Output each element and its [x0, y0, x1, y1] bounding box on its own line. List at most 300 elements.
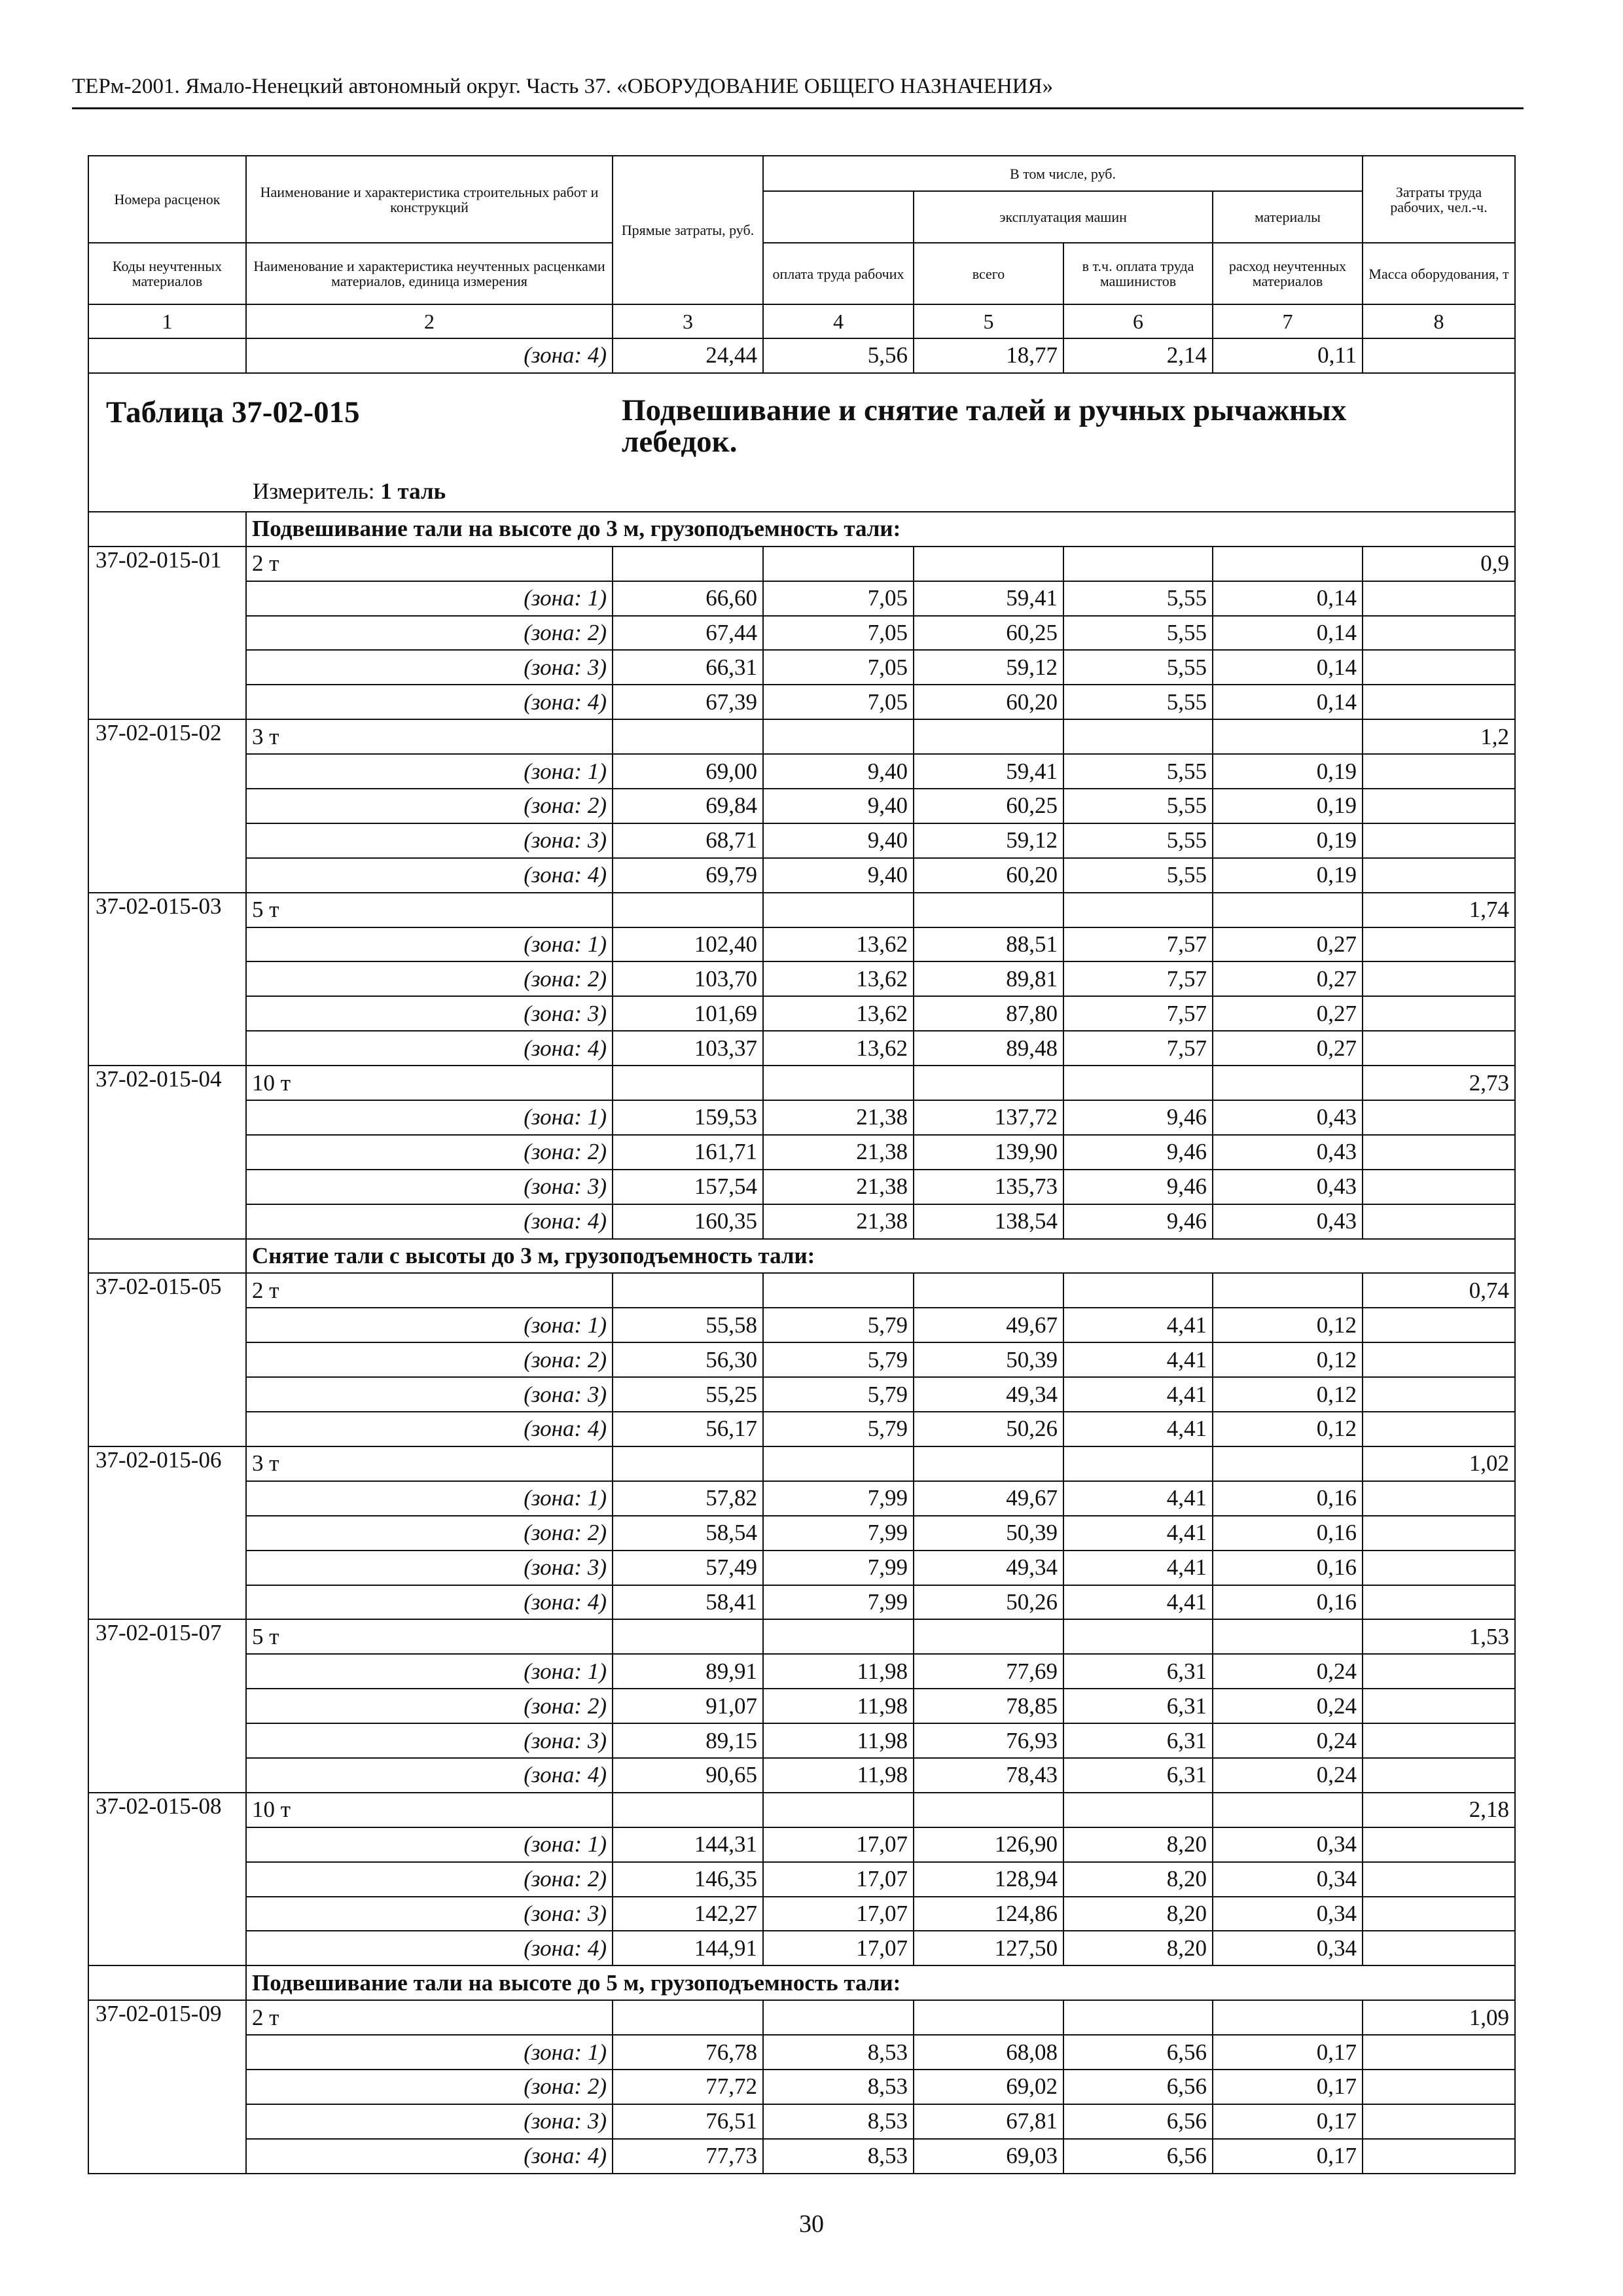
price-table	[88, 155, 1516, 2174]
machinist-wage: 6,31	[1063, 1723, 1213, 1758]
materials-cost: 0,43	[1213, 1170, 1363, 1204]
machinist-wage: 5,55	[1063, 823, 1213, 858]
materials-cost: 0,17	[1213, 2104, 1363, 2139]
wage-cost: 5,79	[763, 1308, 914, 1342]
machine-total: 18,77	[914, 338, 1063, 373]
equipment-mass: 1,2	[1363, 719, 1515, 754]
direct-cost: 67,39	[613, 685, 763, 719]
wage-cost: 21,38	[763, 1170, 914, 1204]
zone-label: (зона: 4)	[246, 1204, 613, 1239]
machine-total: 78,85	[914, 1689, 1063, 1723]
zone-row	[88, 1585, 1515, 1620]
machine-total: 50,26	[914, 1412, 1063, 1446]
zone-row	[88, 1204, 1515, 1239]
rate-code: 37-02-015-07	[88, 1619, 246, 1792]
materials-cost: 0,19	[1213, 823, 1363, 858]
equipment-mass: 1,53	[1363, 1619, 1515, 1654]
rate-name: 2 т	[246, 1273, 613, 1308]
materials-cost: 0,34	[1213, 1897, 1363, 1931]
direct-cost: 57,49	[613, 1551, 763, 1585]
zone-row	[88, 1827, 1515, 1862]
machinist-wage: 4,41	[1063, 1412, 1213, 1446]
zone-label: (зона: 4)	[246, 1031, 613, 1066]
direct-cost: 69,84	[613, 789, 763, 823]
direct-cost: 56,30	[613, 1342, 763, 1377]
zone-row	[88, 1170, 1515, 1204]
header-total: всего	[914, 243, 1063, 304]
direct-cost: 55,58	[613, 1308, 763, 1342]
zone-label: (зона: 2)	[246, 1516, 613, 1551]
zone-label: (зона: 4)	[246, 858, 613, 893]
direct-cost: 146,35	[613, 1862, 763, 1897]
direct-cost: 69,00	[613, 754, 763, 789]
zone-label: (зона: 4)	[246, 338, 613, 373]
machine-total: 59,41	[914, 581, 1063, 616]
header-codes-unaccounted: Коды неучтенных материалов	[88, 243, 246, 304]
materials-cost: 0,24	[1213, 1654, 1363, 1689]
zone-label: (зона: 1)	[246, 1308, 613, 1342]
zone-label: (зона: 4)	[246, 1758, 613, 1793]
wage-cost: 11,98	[763, 1758, 914, 1793]
rate-code: 37-02-015-09	[88, 2000, 246, 2173]
machinist-wage: 5,55	[1063, 650, 1213, 685]
zone-label: (зона: 2)	[246, 1135, 613, 1170]
wage-cost: 5,79	[763, 1377, 914, 1412]
machinist-wage: 6,31	[1063, 1689, 1213, 1723]
section-title: Подвешивание тали на высоте до 5 м, грузоподъемность тали:	[246, 1965, 1515, 2000]
column-number: 4	[763, 304, 914, 338]
materials-cost: 0,27	[1213, 961, 1363, 996]
zone-label: (зона: 4)	[246, 1585, 613, 1620]
zone-label: (зона: 2)	[246, 1689, 613, 1723]
zone-row	[88, 927, 1515, 962]
table-number: Таблица 37-02-015	[106, 395, 360, 429]
materials-cost: 0,14	[1213, 650, 1363, 685]
materials-cost: 0,11	[1213, 338, 1363, 373]
wage-cost: 7,05	[763, 581, 914, 616]
zone-label: (зона: 3)	[246, 1551, 613, 1585]
direct-cost: 77,72	[613, 2070, 763, 2104]
table-body	[88, 338, 1515, 2174]
zone-label: (зона: 2)	[246, 2070, 613, 2104]
zone-row	[88, 1135, 1515, 1170]
header-codes: Номера расценок	[88, 156, 246, 243]
direct-cost: 161,71	[613, 1135, 763, 1170]
machinist-wage: 9,46	[1063, 1135, 1213, 1170]
wage-cost: 9,40	[763, 754, 914, 789]
rate-name: 2 т	[246, 547, 613, 581]
zone-row	[88, 1862, 1515, 1897]
machine-total: 50,39	[914, 1516, 1063, 1551]
header-machine-exploitation: эксплуатация машин	[914, 191, 1213, 243]
header-name-unaccounted: Наименование и характеристика неучтенных расценками материалов, единица измерения	[246, 243, 613, 304]
machinist-wage: 6,31	[1063, 1758, 1213, 1793]
zone-label: (зона: 3)	[246, 2104, 613, 2139]
table-name: Подвешивание и снятие талей и ручных рычажных лебедок.	[622, 393, 1347, 459]
machinist-wage: 4,41	[1063, 1481, 1213, 1516]
materials-cost: 0,14	[1213, 685, 1363, 719]
rate-name: 10 т	[246, 1066, 613, 1100]
machinist-wage: 6,56	[1063, 2070, 1213, 2104]
zone-row	[88, 2035, 1515, 2070]
zone-row	[88, 650, 1515, 685]
zone-row	[88, 1377, 1515, 1412]
materials-cost: 0,27	[1213, 1031, 1363, 1066]
machinist-wage: 9,46	[1063, 1204, 1213, 1239]
direct-cost: 67,44	[613, 616, 763, 651]
direct-cost: 90,65	[613, 1758, 763, 1793]
direct-cost: 57,82	[613, 1481, 763, 1516]
machine-total: 49,67	[914, 1481, 1063, 1516]
machine-total: 59,12	[914, 823, 1063, 858]
wage-cost: 7,99	[763, 1481, 914, 1516]
machinist-wage: 5,55	[1063, 789, 1213, 823]
zone-label: (зона: 4)	[246, 1412, 613, 1446]
machine-total: 135,73	[914, 1170, 1063, 1204]
machine-total: 69,02	[914, 2070, 1063, 2104]
zone-label: (зона: 1)	[246, 754, 613, 789]
rate-code: 37-02-015-02	[88, 719, 246, 892]
wage-cost: 21,38	[763, 1135, 914, 1170]
materials-cost: 0,12	[1213, 1377, 1363, 1412]
zone-row	[88, 1308, 1515, 1342]
machinist-wage: 5,55	[1063, 858, 1213, 893]
materials-cost: 0,24	[1213, 1723, 1363, 1758]
column-number: 8	[1363, 304, 1515, 338]
machine-total: 124,86	[914, 1897, 1063, 1931]
zone-label: (зона: 4)	[246, 1931, 613, 1965]
machinist-wage: 9,46	[1063, 1100, 1213, 1135]
rate-item-row	[88, 547, 1515, 581]
column-number: 5	[914, 304, 1063, 338]
direct-cost: 142,27	[613, 1897, 763, 1931]
machinist-wage: 7,57	[1063, 927, 1213, 962]
materials-cost: 0,34	[1213, 1827, 1363, 1862]
table-title-row	[88, 373, 1515, 512]
materials-cost: 0,27	[1213, 927, 1363, 962]
zone-row	[88, 2104, 1515, 2139]
direct-cost: 159,53	[613, 1100, 763, 1135]
machine-total: 87,80	[914, 996, 1063, 1031]
wage-cost: 13,62	[763, 961, 914, 996]
machinist-wage: 9,46	[1063, 1170, 1213, 1204]
machinist-wage: 4,41	[1063, 1308, 1213, 1342]
direct-cost: 68,71	[613, 823, 763, 858]
direct-cost: 69,79	[613, 858, 763, 893]
zone-label: (зона: 3)	[246, 1170, 613, 1204]
machine-total: 126,90	[914, 1827, 1063, 1862]
materials-cost: 0,14	[1213, 581, 1363, 616]
header-name: Наименование и характеристика строительных работ и конструкций	[246, 156, 613, 243]
header-direct-costs: Прямые затраты, руб.	[613, 156, 763, 304]
rate-name: 10 т	[246, 1793, 613, 1827]
direct-cost: 66,60	[613, 581, 763, 616]
zone-label: (зона: 1)	[246, 1827, 613, 1862]
rate-item-row	[88, 1446, 1515, 1481]
direct-cost: 89,91	[613, 1654, 763, 1689]
section-row	[88, 1239, 1515, 1274]
machine-total: 69,03	[914, 2139, 1063, 2174]
wage-cost: 8,53	[763, 2070, 914, 2104]
zone-row	[88, 1654, 1515, 1689]
header-material-use: расход неучтенных материалов	[1213, 243, 1363, 304]
zone-label: (зона: 4)	[246, 685, 613, 719]
machinist-wage: 5,55	[1063, 616, 1213, 651]
direct-cost: 102,40	[613, 927, 763, 962]
direct-cost: 91,07	[613, 1689, 763, 1723]
rate-code: 37-02-015-08	[88, 1793, 246, 1965]
zone-row	[88, 823, 1515, 858]
machine-total: 49,34	[914, 1551, 1063, 1585]
machine-total: 49,67	[914, 1308, 1063, 1342]
equipment-mass: 2,73	[1363, 1066, 1515, 1100]
rate-item-row	[88, 1793, 1515, 1827]
direct-cost: 77,73	[613, 2139, 763, 2174]
rate-name: 3 т	[246, 1446, 613, 1481]
machinist-wage: 8,20	[1063, 1862, 1213, 1897]
materials-cost: 0,16	[1213, 1551, 1363, 1585]
measure-unit-label: Измеритель:	[253, 478, 375, 504]
column-number: 7	[1213, 304, 1363, 338]
materials-cost: 0,43	[1213, 1135, 1363, 1170]
equipment-mass: 1,02	[1363, 1446, 1515, 1481]
zone-row	[88, 1931, 1515, 1965]
machine-total: 60,20	[914, 858, 1063, 893]
zone-row	[88, 1758, 1515, 1793]
materials-cost: 0,17	[1213, 2139, 1363, 2174]
rate-code: 37-02-015-03	[88, 893, 246, 1066]
wage-cost: 21,38	[763, 1204, 914, 1239]
direct-cost: 89,15	[613, 1723, 763, 1758]
zone-row	[88, 858, 1515, 893]
machine-total: 68,08	[914, 2035, 1063, 2070]
materials-cost: 0,16	[1213, 1516, 1363, 1551]
wage-cost: 11,98	[763, 1723, 914, 1758]
zone-row	[88, 1031, 1515, 1066]
rate-name: 2 т	[246, 2000, 613, 2035]
zone-row	[88, 1100, 1515, 1135]
machine-total: 59,41	[914, 754, 1063, 789]
zone-label: (зона: 2)	[246, 961, 613, 996]
wage-cost: 5,56	[763, 338, 914, 373]
section-title: Снятие тали с высоты до 3 м, грузоподъемность тали:	[246, 1239, 1515, 1274]
equipment-mass: 0,74	[1363, 1273, 1515, 1308]
zone-label: (зона: 4)	[246, 2139, 613, 2174]
wage-cost: 21,38	[763, 1100, 914, 1135]
machinist-wage: 8,20	[1063, 1931, 1213, 1965]
column-number: 1	[88, 304, 246, 338]
zone-row	[88, 2139, 1515, 2174]
wage-cost: 11,98	[763, 1654, 914, 1689]
machine-total: 138,54	[914, 1204, 1063, 1239]
wage-cost: 7,05	[763, 685, 914, 719]
zone-label: (зона: 1)	[246, 1654, 613, 1689]
zone-row	[88, 1723, 1515, 1758]
machine-total: 137,72	[914, 1100, 1063, 1135]
machine-total: 127,50	[914, 1931, 1063, 1965]
zone-row	[88, 996, 1515, 1031]
machinist-wage: 6,56	[1063, 2104, 1213, 2139]
materials-cost: 0,19	[1213, 754, 1363, 789]
direct-cost: 101,69	[613, 996, 763, 1031]
wage-cost: 13,62	[763, 996, 914, 1031]
machine-total: 78,43	[914, 1758, 1063, 1793]
rate-item-row	[88, 719, 1515, 754]
materials-cost: 0,24	[1213, 1689, 1363, 1723]
machinist-wage: 8,20	[1063, 1827, 1213, 1862]
direct-cost: 103,70	[613, 961, 763, 996]
wage-cost: 5,79	[763, 1342, 914, 1377]
direct-cost: 144,91	[613, 1931, 763, 1965]
rate-code: 37-02-015-05	[88, 1273, 246, 1446]
rate-item-row	[88, 1619, 1515, 1654]
direct-cost: 76,78	[613, 2035, 763, 2070]
zone-label: (зона: 3)	[246, 650, 613, 685]
machinist-wage: 4,41	[1063, 1377, 1213, 1412]
machine-total: 60,25	[914, 789, 1063, 823]
zone-row	[88, 754, 1515, 789]
measure-unit-value: 1 таль	[380, 478, 446, 504]
equipment-mass: 0,9	[1363, 547, 1515, 581]
materials-cost: 0,27	[1213, 996, 1363, 1031]
machinist-wage: 7,57	[1063, 1031, 1213, 1066]
zone-label: (зона: 1)	[246, 1100, 613, 1135]
materials-cost: 0,17	[1213, 2070, 1363, 2104]
materials-cost: 0,34	[1213, 1931, 1363, 1965]
rate-item-row	[88, 1273, 1515, 1308]
column-numbers-row	[88, 304, 1515, 338]
wage-cost: 17,07	[763, 1827, 914, 1862]
running-title: ТЕРм-2001. Ямало-Ненецкий автономный округ. Часть 37. «ОБОРУДОВАНИЕ ОБЩЕГО НАЗНАЧЕНИЯ»	[72, 75, 1054, 98]
zone-row	[88, 685, 1515, 719]
machine-total: 67,81	[914, 2104, 1063, 2139]
direct-cost: 24,44	[613, 338, 763, 373]
direct-cost: 56,17	[613, 1412, 763, 1446]
machine-total: 88,51	[914, 927, 1063, 962]
materials-cost: 0,12	[1213, 1342, 1363, 1377]
machine-total: 77,69	[914, 1654, 1063, 1689]
wage-cost: 17,07	[763, 1897, 914, 1931]
machinist-wage: 4,41	[1063, 1342, 1213, 1377]
machine-total: 50,26	[914, 1585, 1063, 1620]
wage-cost: 7,05	[763, 650, 914, 685]
equipment-mass: 1,09	[1363, 2000, 1515, 2035]
zone-label: (зона: 3)	[246, 823, 613, 858]
column-number: 6	[1063, 304, 1213, 338]
machinist-wage: 6,31	[1063, 1654, 1213, 1689]
zone-label: (зона: 1)	[246, 1481, 613, 1516]
direct-cost: 58,41	[613, 1585, 763, 1620]
machinist-wage: 4,41	[1063, 1585, 1213, 1620]
zone-row	[88, 616, 1515, 651]
wage-cost: 7,05	[763, 616, 914, 651]
zone-label: (зона: 2)	[246, 616, 613, 651]
materials-cost: 0,19	[1213, 789, 1363, 823]
rate-item-row	[88, 2000, 1515, 2035]
zone-row	[88, 1342, 1515, 1377]
zone-label: (зона: 1)	[246, 581, 613, 616]
wage-cost: 5,79	[763, 1412, 914, 1446]
machinist-wage: 5,55	[1063, 685, 1213, 719]
page-number: 30	[799, 2210, 824, 2238]
materials-cost: 0,43	[1213, 1100, 1363, 1135]
header-machinist-wage: в т.ч. оплата труда машинистов	[1063, 243, 1213, 304]
materials-cost: 0,16	[1213, 1481, 1363, 1516]
machine-total: 50,39	[914, 1342, 1063, 1377]
direct-cost: 144,31	[613, 1827, 763, 1862]
machinist-wage: 4,41	[1063, 1551, 1213, 1585]
zone-label: (зона: 1)	[246, 2035, 613, 2070]
materials-cost: 0,14	[1213, 616, 1363, 651]
wage-cost: 11,98	[763, 1689, 914, 1723]
rate-code: 37-02-015-04	[88, 1066, 246, 1238]
machinist-wage: 7,57	[1063, 996, 1213, 1031]
zone-row	[88, 1481, 1515, 1516]
wage-cost: 7,99	[763, 1585, 914, 1620]
rate-code: 37-02-015-06	[88, 1446, 246, 1619]
machinist-wage: 6,56	[1063, 2139, 1213, 2174]
header-materials: материалы	[1213, 191, 1363, 243]
table-header	[88, 156, 1515, 338]
rate-item-row	[88, 1066, 1515, 1100]
column-number: 2	[246, 304, 613, 338]
header-labor: Затраты труда рабочих, чел.-ч.	[1363, 156, 1515, 243]
machine-total: 49,34	[914, 1377, 1063, 1412]
zone-label: (зона: 2)	[246, 789, 613, 823]
running-header	[72, 73, 1524, 109]
machinist-wage: 5,55	[1063, 581, 1213, 616]
direct-cost: 76,51	[613, 2104, 763, 2139]
header-wage: оплата труда рабочих	[763, 243, 914, 304]
rate-name: 5 т	[246, 893, 613, 927]
machine-total: 76,93	[914, 1723, 1063, 1758]
wage-cost: 13,62	[763, 1031, 914, 1066]
machine-total: 60,25	[914, 616, 1063, 651]
column-number: 3	[613, 304, 763, 338]
section-row	[88, 512, 1515, 547]
machinist-wage: 6,56	[1063, 2035, 1213, 2070]
equipment-mass: 2,18	[1363, 1793, 1515, 1827]
wage-cost: 7,99	[763, 1516, 914, 1551]
machine-total: 89,48	[914, 1031, 1063, 1066]
zone-row	[88, 1551, 1515, 1585]
materials-cost: 0,19	[1213, 858, 1363, 893]
zone-row	[88, 581, 1515, 616]
wage-cost: 9,40	[763, 823, 914, 858]
zone-label: (зона: 2)	[246, 1342, 613, 1377]
zone-row	[88, 1412, 1515, 1446]
direct-cost: 103,37	[613, 1031, 763, 1066]
wage-cost: 8,53	[763, 2035, 914, 2070]
wage-cost: 9,40	[763, 789, 914, 823]
machine-total: 89,81	[914, 961, 1063, 996]
zone-label: (зона: 3)	[246, 1377, 613, 1412]
wage-cost: 8,53	[763, 2104, 914, 2139]
section-title: Подвешивание тали на высоте до 3 м, грузоподъемность тали:	[246, 512, 1515, 547]
wage-cost: 17,07	[763, 1931, 914, 1965]
zone-row	[88, 789, 1515, 823]
wage-cost: 8,53	[763, 2139, 914, 2174]
machinist-wage: 4,41	[1063, 1516, 1213, 1551]
materials-cost: 0,12	[1213, 1412, 1363, 1446]
rate-name: 5 т	[246, 1619, 613, 1654]
direct-cost: 66,31	[613, 650, 763, 685]
machine-total: 59,12	[914, 650, 1063, 685]
materials-cost: 0,17	[1213, 2035, 1363, 2070]
zone-row	[88, 1689, 1515, 1723]
machine-total: 139,90	[914, 1135, 1063, 1170]
machinist-wage: 2,14	[1063, 338, 1213, 373]
